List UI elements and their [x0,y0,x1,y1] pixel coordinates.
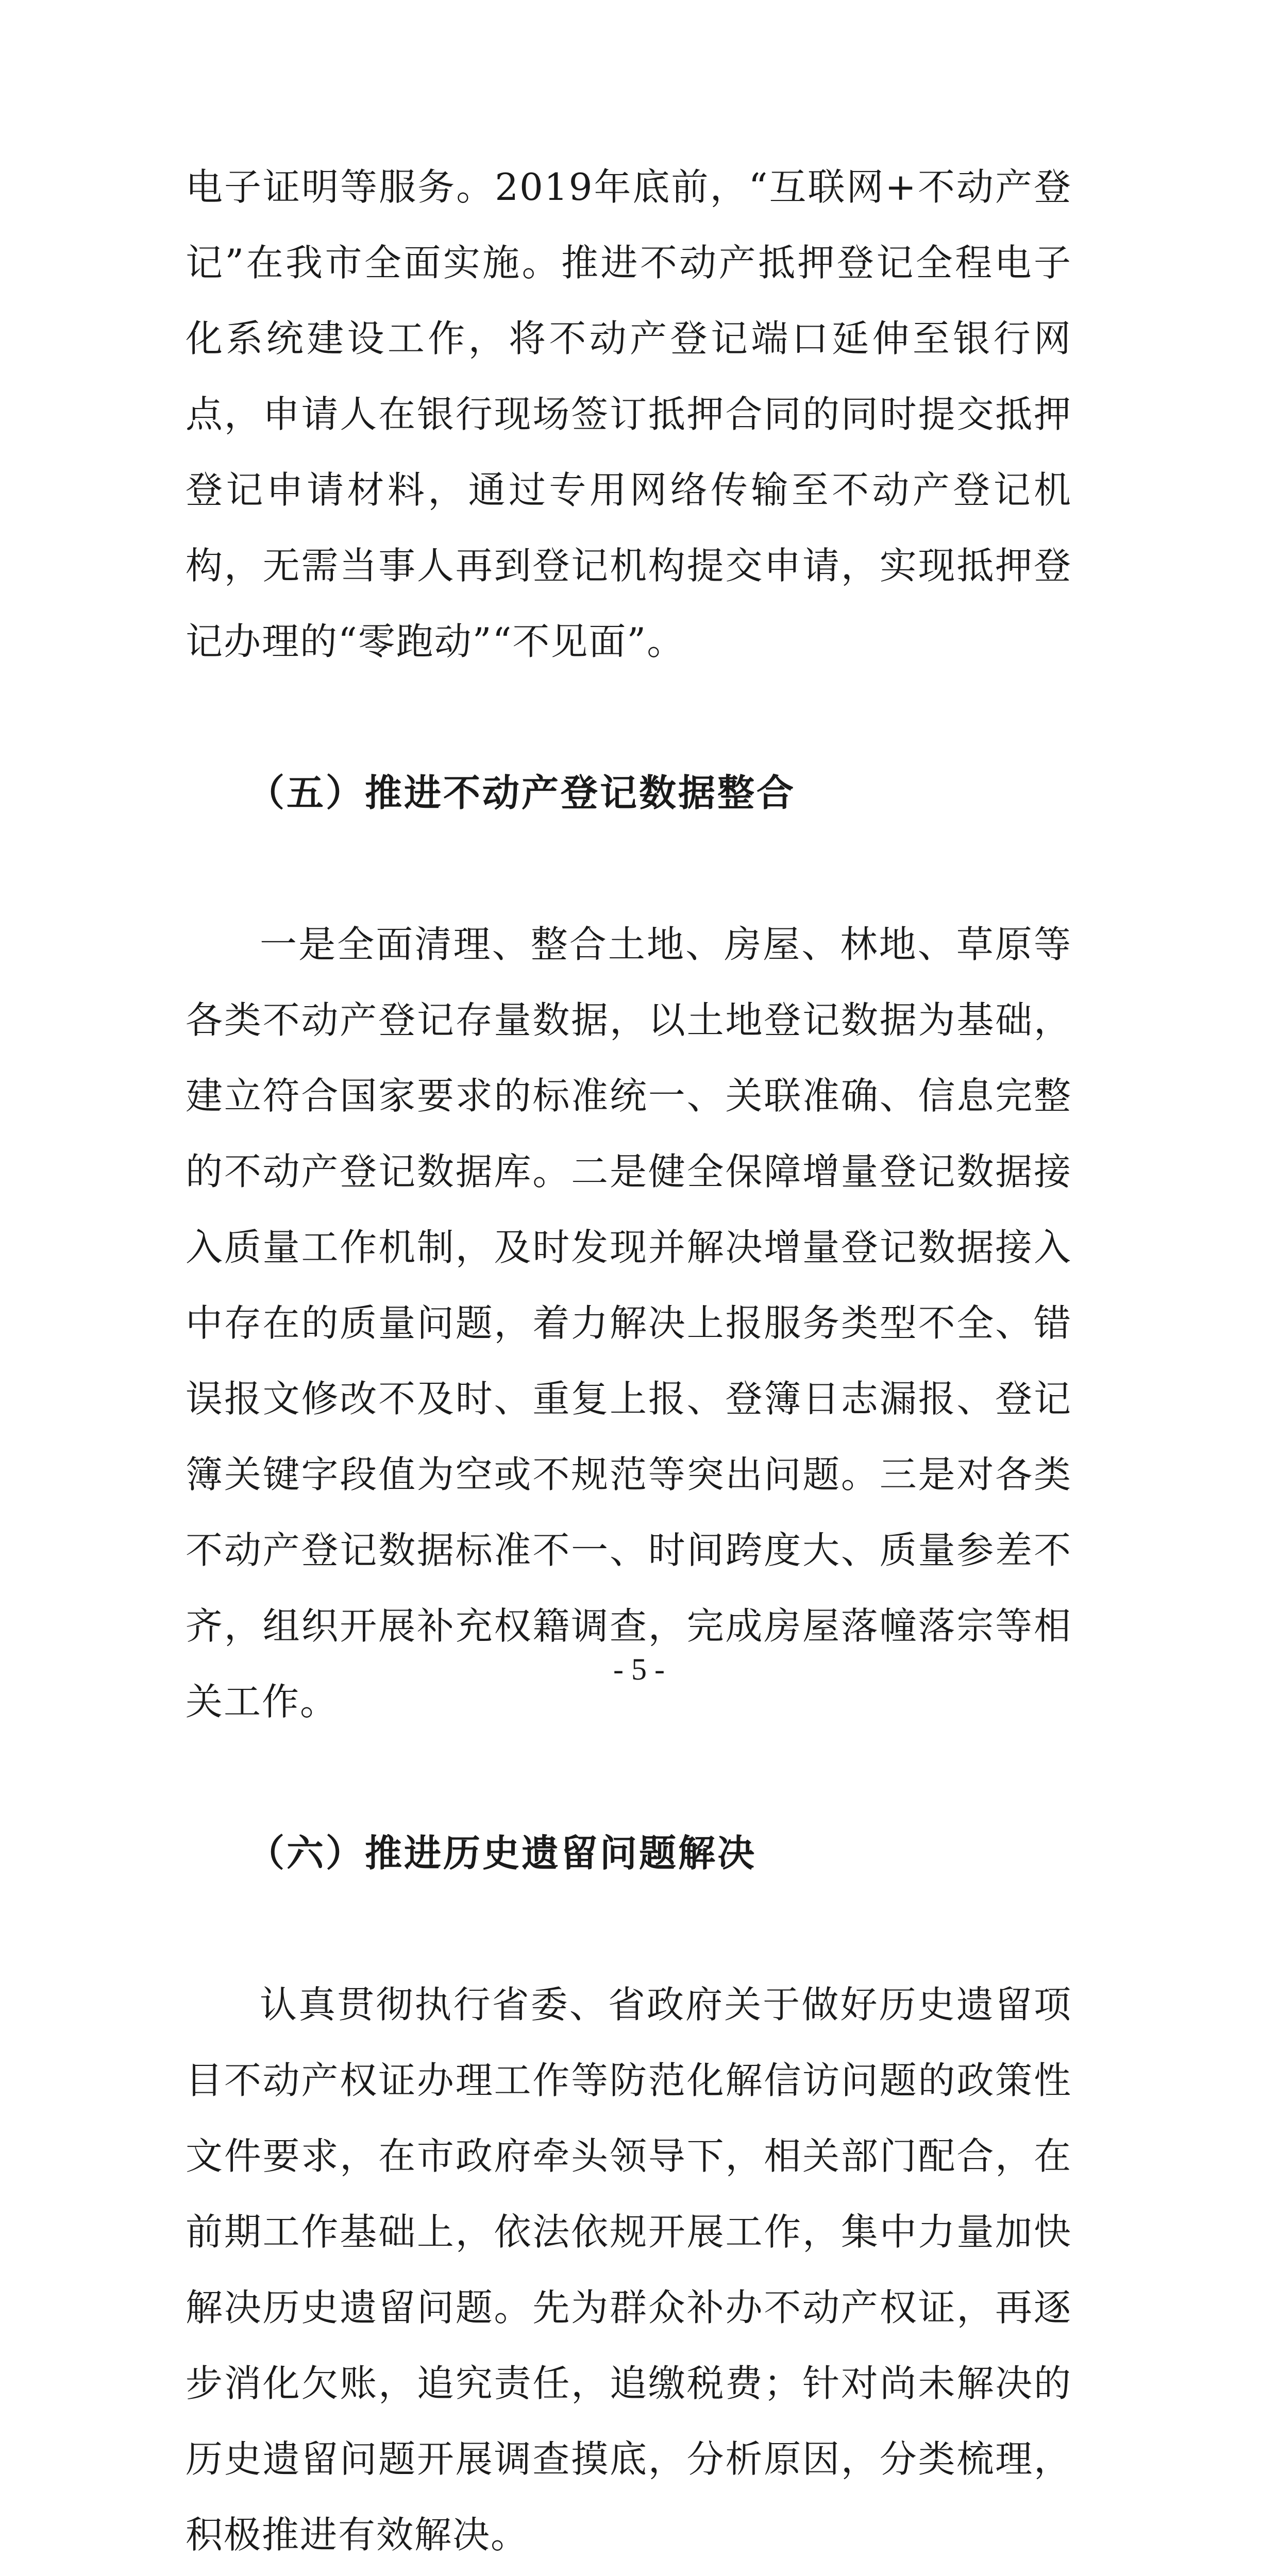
spacer [186,1891,1072,1967]
page-number: - 5 - [613,1652,665,1686]
section-heading: （五）推进不动产登记数据整合 [247,771,796,815]
body-paragraph: 一是全面清理、整合土地、房屋、林地、草原等各类不动产登记存量数据，以土地登记数据为基础，建立符合国家要求的标准统一、关联准确、信息完整的不动产登记数据库。二是健全保障增量登记数据接入质量工作机制，及时发现并解决增量登记数据接入中存在的质量问题，着力解决上报服务类型不全、错误报文修改不及时、重复上报、登簿日志漏报、登记簿关键字段值为空或不规范等突出问题。三是对各类不动产登记数据标准不一、时间跨度大、质量参差不齐，组织开展补充权籍调查，完成房屋落幢落宗等相关工作。 [186,923,1072,1723]
spacer [186,831,1072,907]
body-paragraph: 电子证明等服务。2019年底前，“互联网+不动产登记”在我市全面实施。推进不动产抵押登记全程电子化系统建设工作，将不动产登记端口延伸至银行网点，申请人在银行现场签订抵押合同的同时提交抵押登记申请材料，通过专用网络传输至不动产登记机构，无需当事人再到登记机构提交申请，实现抵押登记办理的“零跑动”“不见面”。 [186,165,1072,663]
spacer [186,1740,1072,1816]
spacer [186,2573,1072,2576]
body-paragraph: 认真贯彻执行省委、省政府关于做好历史遗留项目不动产权证办理工作等防范化解信访问题的政策性文件要求，在市政府牵头领导下，相关部门配合，在前期工作基础上，依法依规开展工作，集中力量加快解决历史遗留问题。先为群众补办不动产权证，再逐步消化欠账，追究责任，追缴税费；针对尚未解决的历史遗留问题开展调查摸底，分析原因，分类梳理，积极推进有效解决。 [186,1983,1072,2556]
section-heading: （六）推进历史遗留问题解决 [247,1832,757,1875]
spacer [186,680,1072,755]
page-body [186,149,1072,2576]
